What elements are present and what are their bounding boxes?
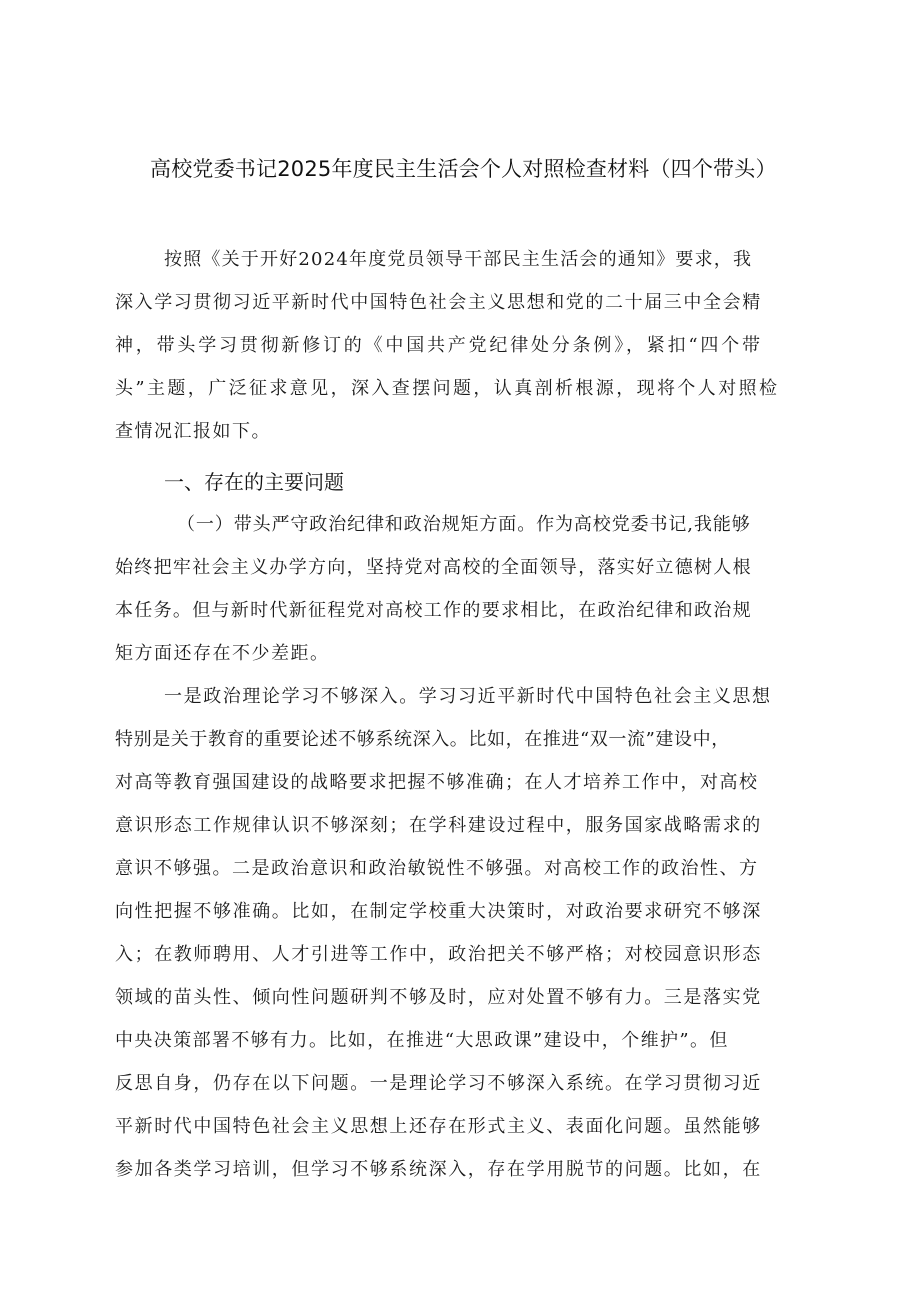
paragraph-line: 参加各类学习培训，但学习不够系统深入，存在学用脱节的问题。比如，在 <box>115 1159 762 1180</box>
paragraph-line: 意识形态工作规律认识不够深刻；在学科建设过程中，服务国家战略需求的 <box>115 815 762 836</box>
paragraph-line: 反思自身，仍存在以下问题。一是理论学习不够深入系统。在学习贯彻习近 <box>115 1073 762 1094</box>
document-title: 高校党委书记2025年度民主生活会个人对照检查材料（四个带头） <box>150 157 777 181</box>
paragraph-line: 特别是关于教育的重要论述不够系统深入。比如，在推进“双一流”建设中， <box>115 729 730 750</box>
paragraph-line: 向性把握不够准确。比如，在制定学校重大决策时，对政治要求研究不够深 <box>115 901 762 922</box>
paragraph-line: 深入学习贯彻习近平新时代中国特色社会主义思想和党的二十届三中全会精 <box>115 292 762 313</box>
paragraph-line: 始终把牢社会主义办学方向，坚持党对高校的全面领导，落实好立德树人根 <box>115 557 752 578</box>
paragraph-line: 中央决策部署不够有力。比如，在推进“大思政课”建设中，个维护”。但 <box>115 1030 729 1051</box>
paragraph-line: 领域的苗头性、倾向性问题研判不够及时，应对处置不够有力。三是落实党 <box>115 987 762 1008</box>
paragraph-line: 入；在教师聘用、人才引进等工作中，政治把关不够严格；对校园意识形态 <box>115 944 762 965</box>
paragraph-line: 对高等教育强国建设的战略要求把握不够准确；在人才培养工作中，对高校 <box>115 772 759 793</box>
paragraph-line: 平新时代中国特色社会主义思想上还存在形式主义、表面化问题。虽然能够 <box>115 1116 762 1137</box>
paragraph-line: 意识不够强。二是政治意识和政治敏锐性不够强。对高校工作的政治性、方 <box>115 858 759 879</box>
paragraph-line: 神，带头学习贯彻新修订的《中国共产党纪律处分条例》，紧扣“四个带 <box>115 335 763 356</box>
paragraph-line: （一）带头严守政治纪律和政治规矩方面。作为高校党委书记,我能够 <box>177 514 751 535</box>
paragraph-line: 按照《关于开好2024年度党员领导干部民主生活会的通知》要求，我 <box>164 249 753 270</box>
paragraph-line: 矩方面还存在不少差距。 <box>115 643 330 664</box>
paragraph-line: 头”主题，广泛征求意见，深入查摆问题，认真剖析根源，现将个人对照检 <box>115 378 780 399</box>
paragraph-line: 查情况汇报如下。 <box>115 421 271 442</box>
paragraph-line: 本任务。但与新时代新征程党对高校工作的要求相比，在政治纪律和政治规 <box>115 600 752 621</box>
section-heading: 一、存在的主要问题 <box>164 470 344 494</box>
paragraph-line: 一是政治理论学习不够深入。学习习近平新时代中国特色社会主义思想 <box>164 686 772 707</box>
